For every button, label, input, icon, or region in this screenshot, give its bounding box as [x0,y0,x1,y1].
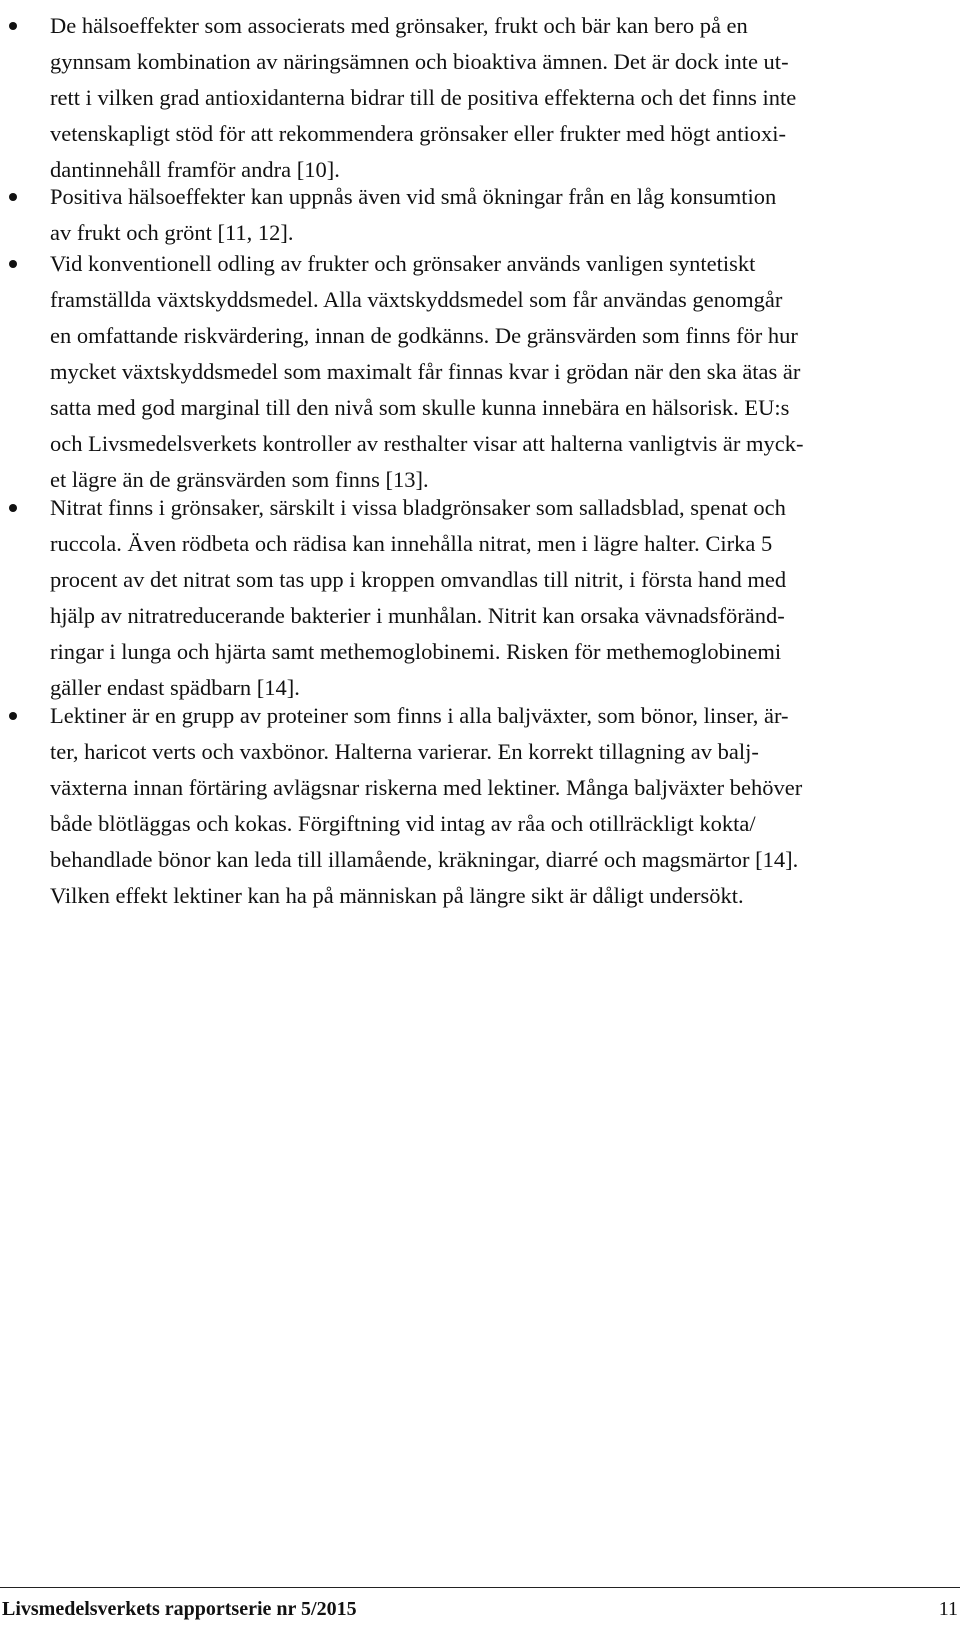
text-line: mycket växtskyddsmedel som maximalt får finnas kvar i grödan när den ska ätas är [50,359,801,384]
text-line: Vilken effekt lektiner kan ha på människan på längre sikt är dåligt undersökt. [50,883,744,908]
text-line: ruccola. Även rödbeta och rädisa kan innehålla nitrat, men i lägre halter. Cirka 5 [50,531,773,556]
bullet-dot-icon [9,22,17,30]
bullet-item [0,246,925,498]
text-line: vetenskapligt stöd för att rekommendera grönsaker eller frukter med högt antioxi- [50,121,787,146]
text-line: procent av det nitrat som tas upp i kroppen omvandlas till nitrit, i första hand med [50,567,787,592]
text-line: gäller endast spädbarn [14]. [50,675,300,700]
text-line: både blötläggas och kokas. Förgiftning vid intag av råa och otillräckligt kokta/ [50,811,756,836]
text-line: satta med god marginal till den nivå som skulle kunna innebära en hälsorisk. EU:s [50,395,790,420]
bullet-dot-icon [9,504,17,512]
text-line: Positiva hälsoeffekter kan uppnås även vid små ökningar från en låg konsumtion [50,184,777,209]
text-line: framställda växtskyddsmedel. Alla växtskyddsmedel som får användas genomgår [50,287,783,312]
footer-publication: Livsmedelsverkets rapportserie nr 5/2015 [2,1598,357,1620]
text-line: och Livsmedelsverkets kontroller av resthalter visar att halterna vanligtvis är myck- [50,431,804,456]
text-line: gynnsam kombination av näringsämnen och bioaktiva ämnen. Det är dock inte ut- [50,49,789,74]
text-line: behandlade bönor kan leda till illamående, kräkningar, diarré och magsmärtor [14]. [50,847,799,872]
text-line: ter, haricot verts och vaxbönor. Halterna varierar. En korrekt tillagning av balj- [50,739,759,764]
bullet-item [0,179,925,251]
bullet-item [0,490,925,706]
text-line: växterna innan förtäring avlägsnar riskerna med lektiner. Många baljväxter behöver [50,775,803,800]
footer-divider [0,1587,960,1588]
bullet-item [0,8,925,188]
text-line: Nitrat finns i grönsaker, särskilt i vissa bladgrönsaker som salladsblad, spenat och [50,495,786,520]
bullet-dot-icon [9,193,17,201]
text-line: dantinnehåll framför andra [10]. [50,157,340,182]
text-line: av frukt och grönt [11, 12]. [50,220,294,245]
bullet-item [0,698,925,914]
text-line: De hälsoeffekter som associerats med grönsaker, frukt och bär kan bero på en [50,13,748,38]
text-line: Vid konventionell odling av frukter och grönsaker används vanligen syntetiskt [50,251,756,276]
text-line: en omfattande riskvärdering, innan de godkänns. De gränsvärden som finns för hur [50,323,798,348]
footer-page-number: 11 [938,1598,958,1620]
text-line: et lägre än de gränsvärden som finns [13]. [50,467,429,492]
text-line: rett i vilken grad antioxidanterna bidrar till de positiva effekterna och det finns inte [50,85,797,110]
bullet-dot-icon [9,260,17,268]
text-line: Lektiner är en grupp av proteiner som finns i alla baljväxter, som bönor, linser, är- [50,703,789,728]
text-line: ringar i lunga och hjärta samt methemoglobinemi. Risken för methemoglobinemi [50,639,782,664]
text-line: hjälp av nitratreducerande bakterier i munhålan. Nitrit kan orsaka vävnadsföränd- [50,603,785,628]
bullet-dot-icon [9,712,17,720]
